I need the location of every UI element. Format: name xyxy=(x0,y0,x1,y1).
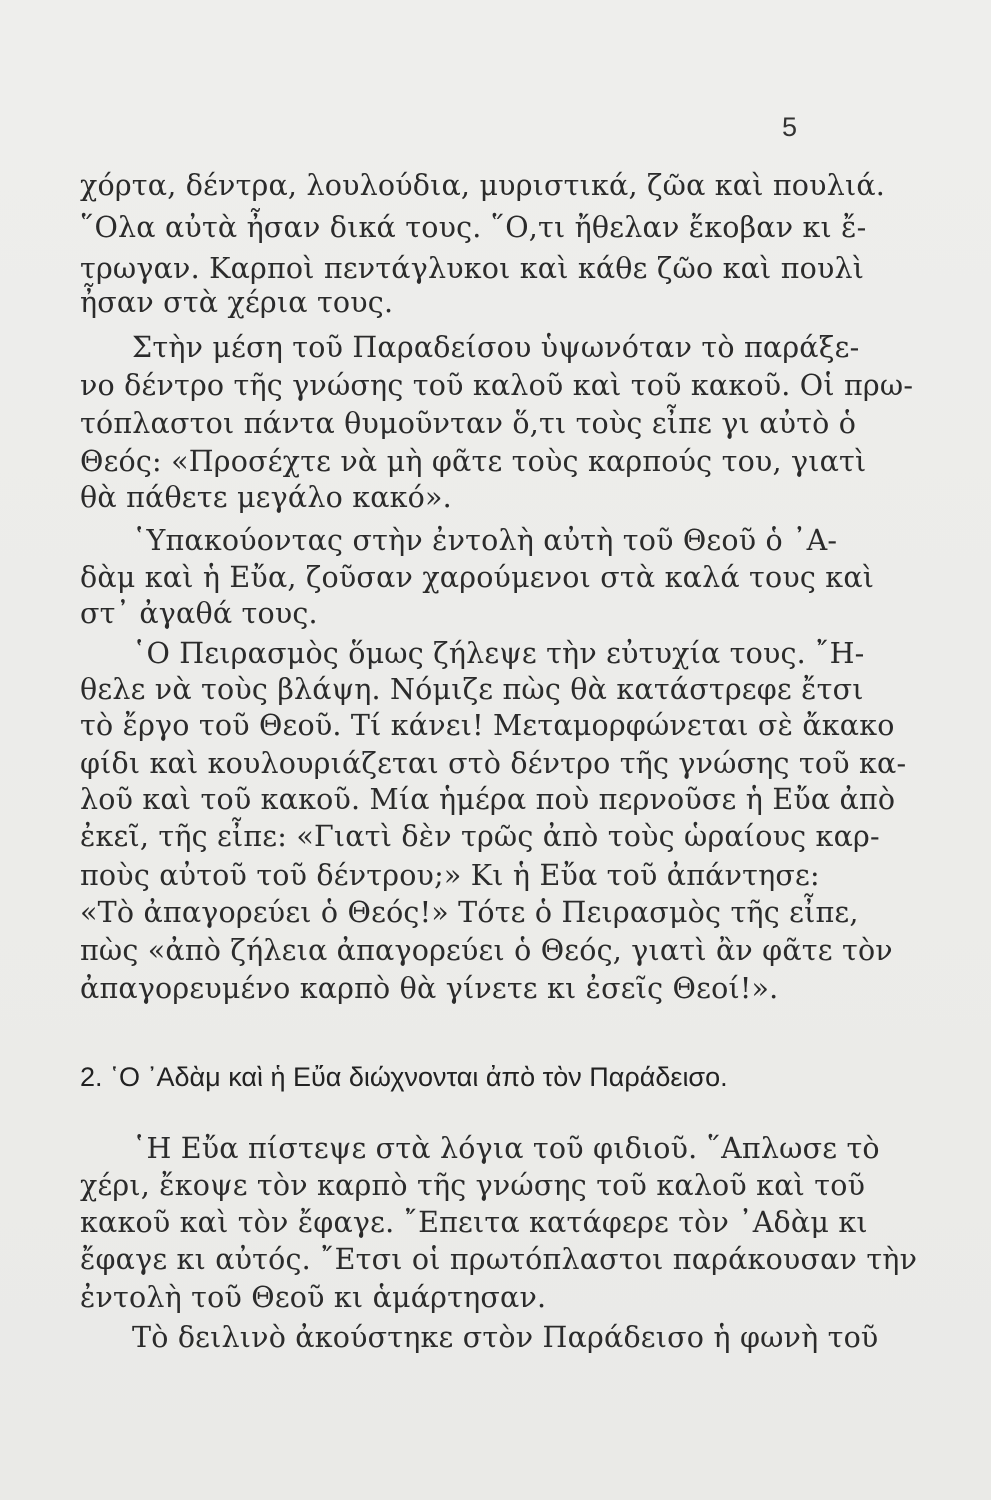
text-line: Θεός: «Προσέχτε νὰ μὴ φᾶτε τοὺς καρπούς του, γιατὶ xyxy=(80,445,867,478)
text-line: ποὺς αὐτοῦ τοῦ δέντρου;» Κι ἡ Εὔα τοῦ ἀπάντησε: xyxy=(80,859,820,892)
text-line: λοῦ καὶ τοῦ κακοῦ. Μία ἡμέρα ποὺ περνοῦσε ἡ Εὔα ἀπὸ xyxy=(80,783,896,816)
text-line: τρωγαν. Καρποὶ πεντάγλυκοι καὶ κάθε ζῶο καὶ πουλὶ xyxy=(80,252,865,285)
section-heading: 2. ῾Ο ᾿Αδὰμ καὶ ἡ Εὔα διώχνονται ἀπὸ τὸν Παράδεισο. xyxy=(80,1062,728,1092)
text-line: θὰ πάθετε μεγάλο κακό». xyxy=(80,481,452,514)
text-line: «Τὸ ἀπαγορεύει ὁ Θεός!» Τότε ὁ Πειρασμὸς τῆς εἶπε, xyxy=(80,896,859,929)
text-line: νο δέντρο τῆς γνώσης τοῦ καλοῦ καὶ τοῦ κακοῦ. Οἱ πρω- xyxy=(80,369,914,402)
text-line: ῾Υπακούοντας στὴν ἐντολὴ αὐτὴ τοῦ Θεοῦ ὁ ᾿Α- xyxy=(132,524,838,557)
text-line: πὼς «ἀπὸ ζήλεια ἀπαγορεύει ὁ Θεός, γιατὶ ἂν φᾶτε τὸν xyxy=(80,934,893,967)
text-line: ἦσαν στὰ χέρια τους. xyxy=(80,286,394,319)
text-line: στ᾿ ἀγαθά τους. xyxy=(80,597,318,630)
text-line: θελε νὰ τοὺς βλάψη. Νόμιζε πὼς θὰ κατάστρεφε ἔτσι xyxy=(80,673,864,706)
text-line: ἀπαγορευμένο καρπὸ θὰ γίνετε κι ἐσεῖς Θεοί!». xyxy=(80,972,779,1005)
text-line: χόρτα, δέντρα, λουλούδια, μυριστικά, ζῶα καὶ πουλιά. xyxy=(80,169,886,202)
text-line: δὰμ καὶ ἡ Εὔα, ζοῦσαν χαρούμενοι στὰ καλά τους καὶ xyxy=(80,561,875,594)
text-line: Στὴν μέση τοῦ Παραδείσου ὑψωνόταν τὸ παράξε- xyxy=(132,331,860,364)
text-line: τόπλαστοι πάντα θυμοῦνταν ὅ,τι τοὺς εἶπε γι αὐτὸ ὁ xyxy=(80,407,857,440)
text-line: ἐντολὴ τοῦ Θεοῦ κι ἁμάρτησαν. xyxy=(80,1281,547,1314)
text-line: ῾Ο Πειρασμὸς ὅμως ζήλεψε τὴν εὐτυχία τους. ῎Η- xyxy=(132,637,865,670)
page-number: 5 xyxy=(782,112,798,142)
text-line: ἔφαγε κι αὐτός. ῎Ετσι οἱ πρωτόπλαστοι παράκουσαν τὴν xyxy=(80,1243,918,1276)
text-line: ῾Η Εὔα πίστεψε στὰ λόγια τοῦ φιδιοῦ. ῞Απλωσε τὸ xyxy=(132,1132,880,1165)
text-line: τὸ ἔργο τοῦ Θεοῦ. Τί κάνει! Μεταμορφώνεται σὲ ἄκακο xyxy=(80,709,895,742)
text-line: Τὸ δειλινὸ ἀκούστηκε στὸν Παράδεισο ἡ φωνὴ τοῦ xyxy=(132,1321,879,1354)
text-line: χέρι, ἔκοψε τὸν καρπὸ τῆς γνώσης τοῦ καλοῦ καὶ τοῦ xyxy=(80,1169,866,1202)
text-line: φίδι καὶ κουλουριάζεται στὸ δέντρο τῆς γνώσης τοῦ κα- xyxy=(80,747,907,780)
text-line: ῞Ολα αὐτὰ ἦσαν δικά τους. ῞Ο,τι ἤθελαν ἔκοβαν κι ἔ- xyxy=(80,211,867,244)
text-line: κακοῦ καὶ τὸν ἔφαγε. ῎Επειτα κατάφερε τὸν ᾿Αδὰμ κι xyxy=(80,1206,868,1239)
text-line: ἐκεῖ, τῆς εἶπε: «Γιατὶ δὲν τρῶς ἀπὸ τοὺς ὡραίους καρ- xyxy=(80,820,880,853)
